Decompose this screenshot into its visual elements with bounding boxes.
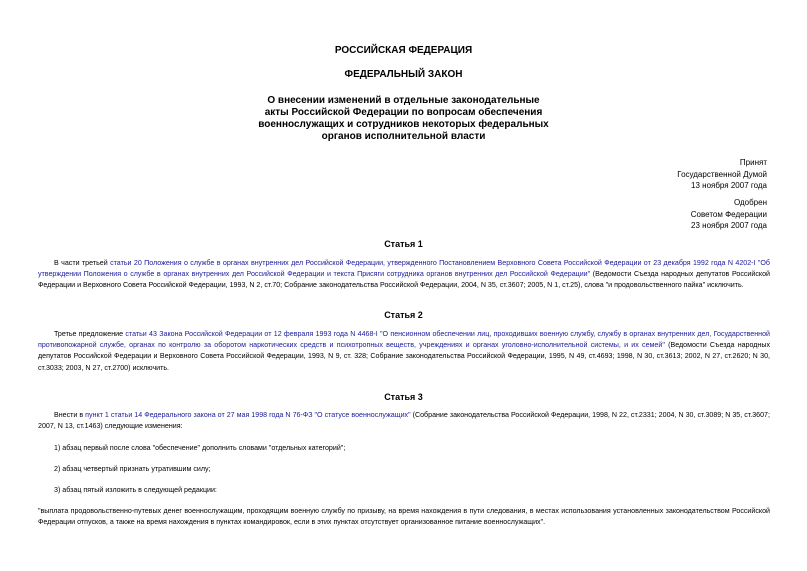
article-3-item-1: 1) абзац первый после слова "обеспечение" дополнить словами "отдельных категорий"; [54, 444, 346, 452]
article-3-quote: "выплата продовольственно-путевых денег военнослужащим, проходящим военную службу по призыву, на время нахождения в пути следования, в местах использования установленных законодательством Российской Федерации отпусков, а также на время нахождения в пунктах командировок, если в этих пунктах отсутствует организованное питание военнослужащих". [38, 507, 770, 527]
law-title-line: акты Российской Федерации по вопросам обеспечения [264, 107, 543, 118]
law-title-line: О внесении изменений в отдельные законодательные [267, 95, 540, 106]
accepted-label: Принят [739, 158, 767, 167]
law-title [0, 95, 807, 143]
article-3-reference-link[interactable]: пункт 1 статьи 14 Федерального закона от 27 мая 1998 года N 76-ФЗ "О статусе военнослужащих" [85, 411, 411, 419]
article-3-item-3: 3) абзац пятый изложить в следующей редакции: [54, 486, 217, 494]
article-2-text-end: (Ведомости Съезда народных депутатов Российской Федерации и Верховного Совета Российской Федерации, 1993, N 9, ст. 328; Собрание законодательства Российской Федерации, 1995, N 49, ст.4693; 1998, N 30, ст.3613; 2002, N 27, ст.2620; N 30, ст.3033; 2003, N 27, ст.2700) исключить. [38, 341, 770, 372]
law-title-line: органов исполнительной власти [321, 131, 486, 142]
article-2-text-start: Третье предложение [54, 330, 126, 338]
approved-by: Советом Федерации [690, 209, 767, 219]
law-title-line: военнослужащих и сотрудников некоторых федеральных [258, 119, 549, 130]
article-1-heading: Статья 1 [384, 239, 423, 249]
article-2-text [38, 329, 770, 374]
article-1-text-start: В части третьей [54, 259, 111, 267]
document-type: ФЕДЕРАЛЬНЫЙ ЗАКОН [344, 69, 463, 80]
article-2-reference-link[interactable]: статьи 43 Закона Российской Федерации от 12 февраля 1993 года N 4468-I "О пенсионном обеспечении лиц, проходивших военную службу, службу в органах внутренних дел, Государственной противопожарной службе, органах по контролю за оборотом наркотических средств и психотропных веществ, учреждениях и органах уголовно-исполнительной системы, и их семей" [38, 330, 770, 350]
article-3-text-start: Внести в [54, 411, 86, 419]
article-3-heading: Статья 3 [384, 392, 423, 402]
article-2-heading: Статья 2 [384, 310, 423, 320]
adoption-block [677, 157, 767, 192]
country-heading: РОССИЙСКАЯ ФЕДЕРАЦИЯ [334, 45, 473, 56]
accepted-date: 13 ноября 2007 года [691, 181, 767, 190]
accepted-by: Государственной Думой [677, 169, 767, 179]
approved-date: 23 ноября 2007 года [691, 221, 767, 230]
article-3-text-end: (Собрание законодательства Российской Федерации, 1998, N 22, ст.2331; 2004, N 30, ст.3089; N 35, ст.3607; 2007, N 13, ст.1463) следующие изменения: [38, 411, 770, 431]
article-3-item-2: 2) абзац четвертый признать утратившим силу; [54, 465, 211, 473]
approved-label: Одобрен [733, 198, 767, 207]
article-1-text-end: (Ведомости Съезда народных депутатов Российской Федерации и Верховного Совета Российской Федерации, 1993, N 2, ст.70; Собрание законодательства Российской Федерации, 2004, N 35, ст.3607; 2005, N 1, ст.25), слова "и продовольственного пайка" исключить. [38, 270, 770, 290]
article-1-text [38, 258, 770, 292]
article-1-reference-link[interactable]: статьи 20 Положения о службе в органах внутренних дел Российской Федерации, утвержденного Постановлением Верховного Совета Российской Федерации от 23 декабря 1992 года N 4202-I "Об утверждении Положения о службе в органах внутренних дел Российской Федерации и текста Присяги сотрудника органов внутренних дел Российской Федерации" [38, 259, 770, 279]
approval-block [691, 197, 767, 232]
article-3-text [38, 410, 770, 432]
